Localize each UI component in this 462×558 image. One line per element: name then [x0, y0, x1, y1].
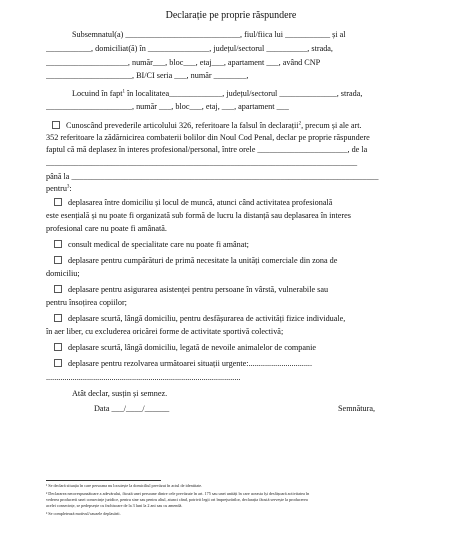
- reason-label: pentru: [46, 184, 67, 193]
- option-1-text: deplasarea între domiciliu și locul de muncă, atunci când activitatea profesională: [68, 198, 333, 207]
- option-7-text: deplasare pentru rezolvarea următoarei situații urgente:...............................: [68, 359, 313, 368]
- option-3-line-2: domiciliu;: [46, 269, 80, 278]
- residence-line-2: _____________________, număr ___, bloc___, etaj, ___, apartament ___: [46, 102, 289, 111]
- identity-line-4: _____________________, BI/CI seria ___, număr ________,: [46, 71, 249, 80]
- footnote-2-line-2: vederea producerii unei consecințe juridice, pentru sine sau pentru altul, atunci când, potrivit legii ori împrejurărilor, declarația făcută servește la producerea: [46, 497, 308, 502]
- option-2-text: consult medical de specialitate care nu poate fi amânat;: [68, 240, 249, 249]
- urgent-situation-dotted-line[interactable]: ...............................................................................................: [46, 373, 241, 382]
- intro-line-3: faptul că mă deplasez în interes profesional/personal, între orele ______________________, de la: [46, 145, 368, 154]
- reason-colon: :: [69, 184, 72, 193]
- intro-text-a: Cunoscând prevederile articolului 326, referitoare la falsul în declarații: [66, 121, 299, 130]
- option-5-text: deplasare scurtă, lângă domiciliu, pentru desfășurarea de activități fizice individuale,: [68, 314, 346, 323]
- option-1-line-2: este esențială și nu poate fi organizată sub formă de lucru la distanță sau deplasarea în interes: [46, 211, 351, 220]
- option-2-line-1[interactable]: [54, 240, 426, 250]
- option-3-line-1[interactable]: [54, 256, 426, 266]
- intro-line-2: 352 referitoare la zădărnicirea combaterii bolilor din Noul Cod Penal, declar pe proprie răspundere: [46, 133, 370, 142]
- identity-line-1: Subsemnatul(a) ____________________________, fiul/fiica lui ___________ și al: [72, 30, 346, 39]
- option-5-checkbox[interactable]: [54, 314, 62, 322]
- residence-label: Locuind în fapt: [72, 89, 123, 98]
- option-4-text: deplasare pentru asigurarea asistenței pentru persoane în vârstă, vulnerabile sau: [68, 285, 329, 294]
- option-4-checkbox[interactable]: [54, 285, 62, 293]
- footnote-1: ¹ Se declară situația în care persoana nu locuiește la domiciliul prevăzut în actul de identitate.: [46, 483, 203, 488]
- option-6-checkbox[interactable]: [54, 343, 62, 351]
- footnote-3: ³ Se completează motivul/cauzele deplasării.: [46, 511, 121, 516]
- intro-checkbox[interactable]: [52, 121, 60, 129]
- intro-line-6: [46, 184, 426, 194]
- intro-line-4: ____________________________________________________________________________: [46, 158, 358, 167]
- intro-text-b: , precum și ale art.: [301, 121, 362, 130]
- residence-fields: în localitatea_____________, județul/sectorul ______________, strada,: [124, 89, 363, 98]
- option-4-line-1[interactable]: [54, 285, 426, 295]
- footnote-ref-2: 2: [298, 121, 302, 127]
- footnote-divider: [46, 480, 161, 481]
- identity-line-3: ____________________, număr___, bloc___, etaj___, apartament ___, având CNP: [46, 58, 321, 67]
- intro-line-5: până la ___________________________________________________________________________: [46, 172, 379, 181]
- intro-line-1: [52, 121, 426, 131]
- option-6-line-1[interactable]: [54, 343, 426, 353]
- footnote-2-line-3: acelei consecințe, se pedepsește cu închisoare de la 3 luni la 2 ani sau cu amendă.: [46, 503, 183, 508]
- option-6-text: deplasare scurtă, lângă domiciliu, legată de nevoile animalelor de companie: [68, 343, 317, 352]
- footnote-ref-1: 1: [122, 89, 125, 95]
- option-1-line-1[interactable]: [54, 198, 426, 208]
- option-4-line-2: pentru însoțirea copiilor;: [46, 298, 127, 307]
- option-7-line-1[interactable]: [54, 359, 426, 369]
- footnote-2-line-1: ² Declararea necorespunzătoare a adevărului, făcută unei persoane dintre cele prevăzute în art. 175 sau unei unități în care aceasta își desfășoară activitatea în: [46, 491, 310, 496]
- option-3-text: deplasare pentru cumpărături de primă necesitate la unități comerciale din zona de: [68, 256, 338, 265]
- closing-statement: Atât declar, susțin și semnez.: [72, 389, 168, 398]
- option-1-checkbox[interactable]: [54, 198, 62, 206]
- option-7-checkbox[interactable]: [54, 359, 62, 367]
- residence-line-1: [72, 89, 426, 99]
- document-title: Declarație pe proprie răspundere: [165, 10, 297, 21]
- date-field[interactable]: Data ___/____/______: [94, 404, 170, 413]
- option-5-line-1[interactable]: [54, 314, 426, 324]
- option-5-line-2: în aer liber, cu excluderea oricărei forme de activitate sportivă colectivă;: [46, 327, 284, 336]
- footnote-ref-3: 3: [66, 184, 70, 190]
- identity-line-2: ___________, domiciliat(ă) în _______________, județul/sectorul __________, strada,: [46, 44, 333, 53]
- option-2-checkbox[interactable]: [54, 240, 62, 248]
- signature-label: Semnătura,: [338, 404, 376, 413]
- option-3-checkbox[interactable]: [54, 256, 62, 264]
- option-1-line-3: profesional care nu poate fi amânată.: [46, 224, 167, 233]
